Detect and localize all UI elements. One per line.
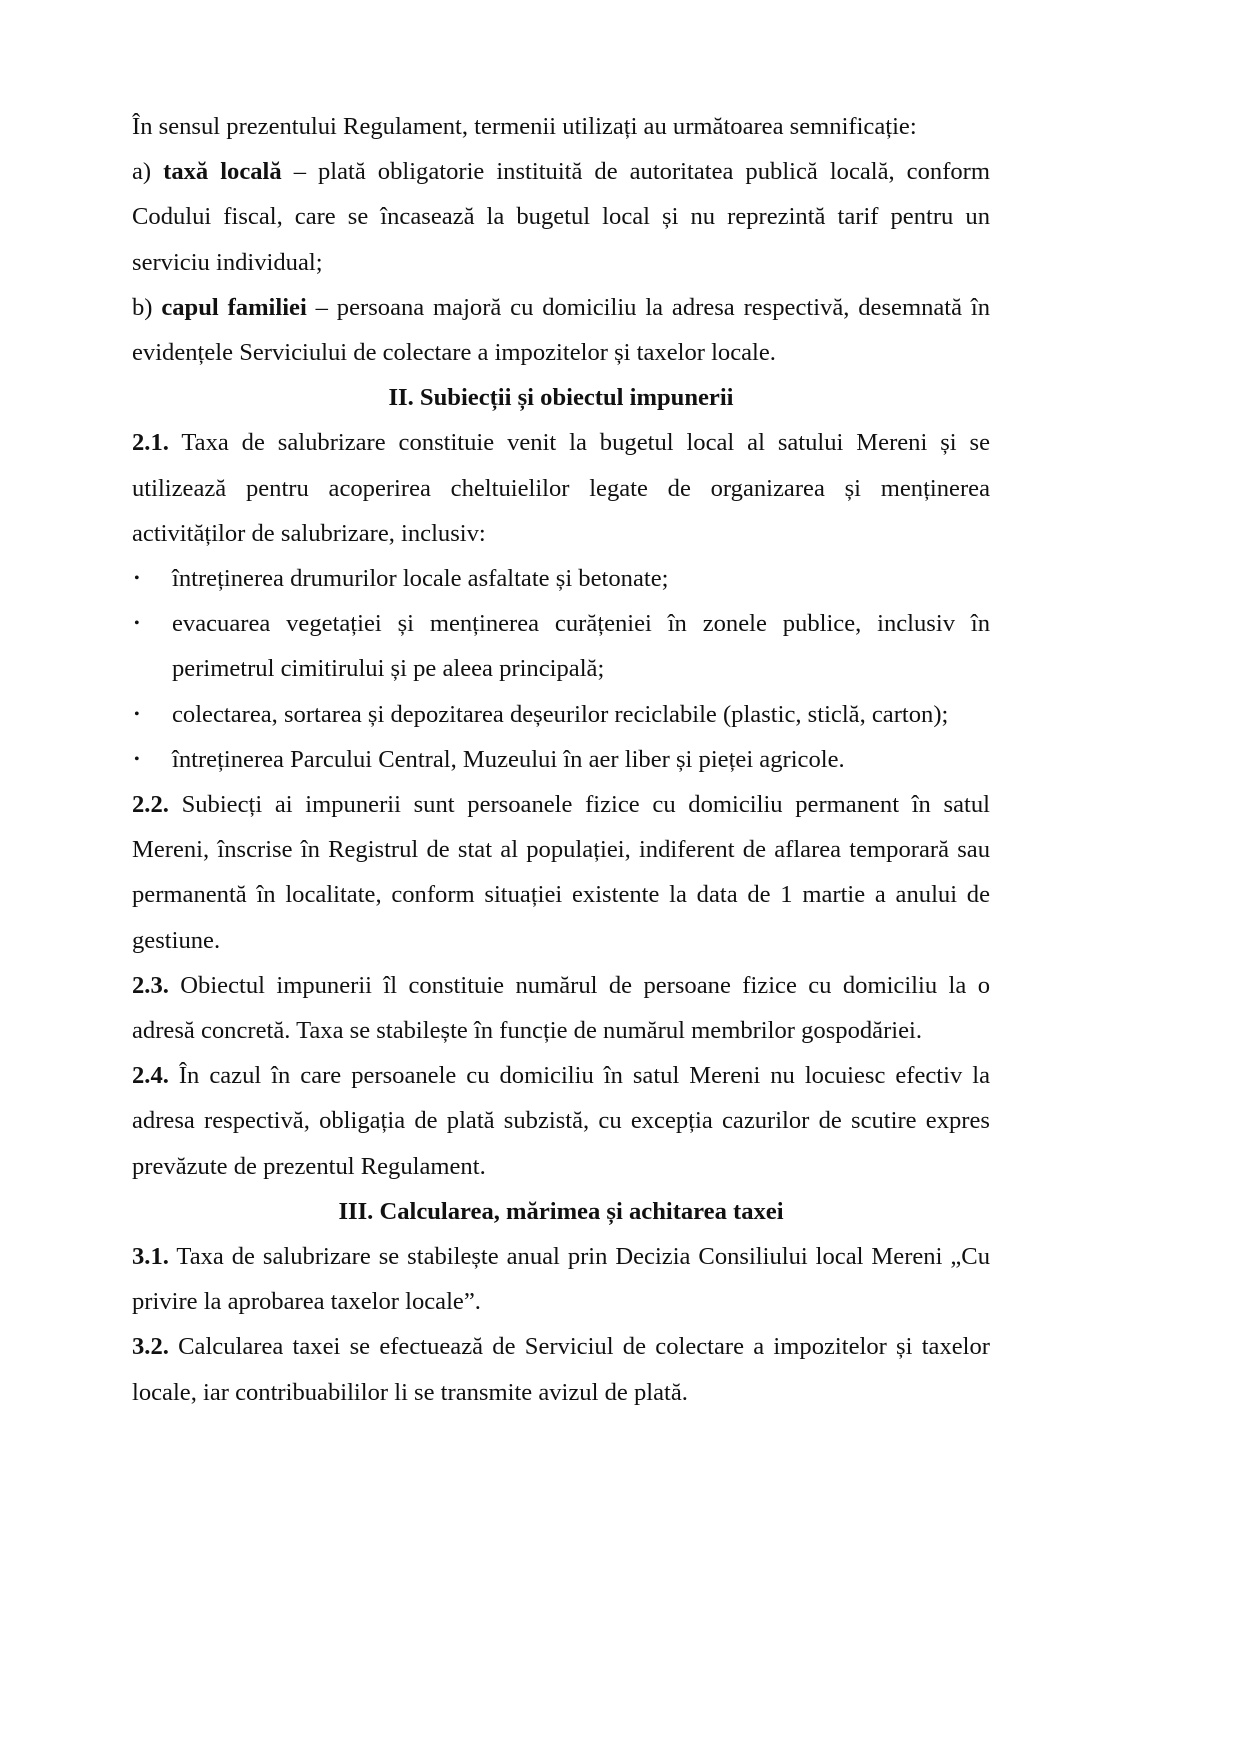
article-number: 2.1. bbox=[132, 429, 169, 457]
list-item bbox=[132, 556, 990, 601]
article-number: 2.2. bbox=[132, 791, 169, 819]
article-text: Subiecți ai impunerii sunt persoanele fizice cu domiciliu permanent în satul Mereni, înscrise în Registrul de stat al populației, indiferent de aflarea temporară sau permanentă în localitate, conform situației existente la data de 1 martie a anului de gestiune. bbox=[132, 791, 990, 954]
definition-capul-familiei bbox=[132, 285, 990, 375]
list-item bbox=[132, 737, 990, 782]
list-item-text: evacuarea vegetației și menținerea curățeniei în zonele publice, inclusiv în perimetrul cimitirului și pe aleea principală; bbox=[172, 610, 990, 683]
list-item bbox=[132, 692, 990, 737]
list-item-text: colectarea, sortarea și depozitarea deșeurilor reciclabile (plastic, sticlă, carton); bbox=[172, 700, 949, 728]
bullet-icon: • bbox=[134, 705, 140, 723]
article-2-2 bbox=[132, 782, 990, 963]
article-number: 3.2. bbox=[132, 1333, 169, 1361]
definition-text: – plată obligatorie instituită de autoritatea publică locală, conform Codului fiscal, care se încasează la bugetul local și nu reprezintă tarif pentru un serviciu individual; bbox=[132, 158, 990, 276]
list-item bbox=[132, 601, 990, 691]
definition-term: taxă locală bbox=[163, 158, 282, 186]
bullet-icon: • bbox=[134, 615, 140, 633]
definition-prefix: b) bbox=[132, 293, 162, 321]
document-page bbox=[132, 104, 990, 1415]
article-number: 2.3. bbox=[132, 971, 169, 999]
bullet-icon: • bbox=[134, 750, 140, 768]
article-2-4 bbox=[132, 1053, 990, 1189]
definition-text: – persoana majoră cu domiciliu la adresa respectivă, desemnată în evidențele Serviciului de colectare a impozitelor și taxelor locale. bbox=[132, 293, 991, 367]
article-text: În cazul în care persoanele cu domiciliu în satul Mereni nu locuiesc efectiv la adresa respectivă, obligația de plată subzistă, cu excepția cazurilor de scutire expres prevăzute de prezentul Regulament. bbox=[132, 1062, 990, 1180]
section-2-heading: II. Subiecții și obiectul impunerii bbox=[388, 384, 734, 412]
definition-taxa-locala bbox=[132, 149, 990, 285]
article-number: 3.1. bbox=[132, 1243, 169, 1271]
article-text: Calcularea taxei se efectuează de Serviciul de colectare a impozitelor și taxelor locale, iar contribuabililor li se transmite avizul de plată. bbox=[132, 1333, 990, 1406]
article-number: 2.4. bbox=[132, 1062, 169, 1090]
article-text: Taxa de salubrizare constituie venit la bugetul local al satului Mereni și se utilizează pentru acoperirea cheltuielilor legate de organizarea și menținerea activităților de salubrizare, inclusiv: bbox=[132, 429, 990, 547]
definition-prefix: a) bbox=[132, 158, 164, 186]
definition-term: capul familiei bbox=[161, 293, 307, 321]
article-3-2 bbox=[132, 1324, 990, 1414]
bullet-icon: • bbox=[134, 570, 140, 588]
article-3-1 bbox=[132, 1234, 990, 1324]
article-text: Obiectul impunerii îl constituie numărul de persoane fizice cu domiciliu la o adresă concretă. Taxa se stabilește în funcție de numărul membrilor gospodăriei. bbox=[132, 971, 990, 1045]
list-item-text: întreținerea drumurilor locale asfaltate și betonate; bbox=[172, 565, 669, 593]
intro-paragraph: În sensul prezentului Regulament, termenii utilizați au următoarea semnificație: bbox=[132, 113, 917, 140]
article-2-3 bbox=[132, 963, 990, 1053]
section-3-heading: III. Calcularea, mărimea și achitarea taxei bbox=[338, 1197, 784, 1225]
article-text: Taxa de salubrizare se stabilește anual prin Decizia Consiliului local Mereni „Cu privire la aprobarea taxelor locale”. bbox=[132, 1243, 990, 1316]
list-item-text: întreținerea Parcului Central, Muzeului în aer liber și pieței agricole. bbox=[172, 745, 845, 773]
article-2-1 bbox=[132, 420, 990, 556]
activities-list bbox=[132, 556, 990, 782]
